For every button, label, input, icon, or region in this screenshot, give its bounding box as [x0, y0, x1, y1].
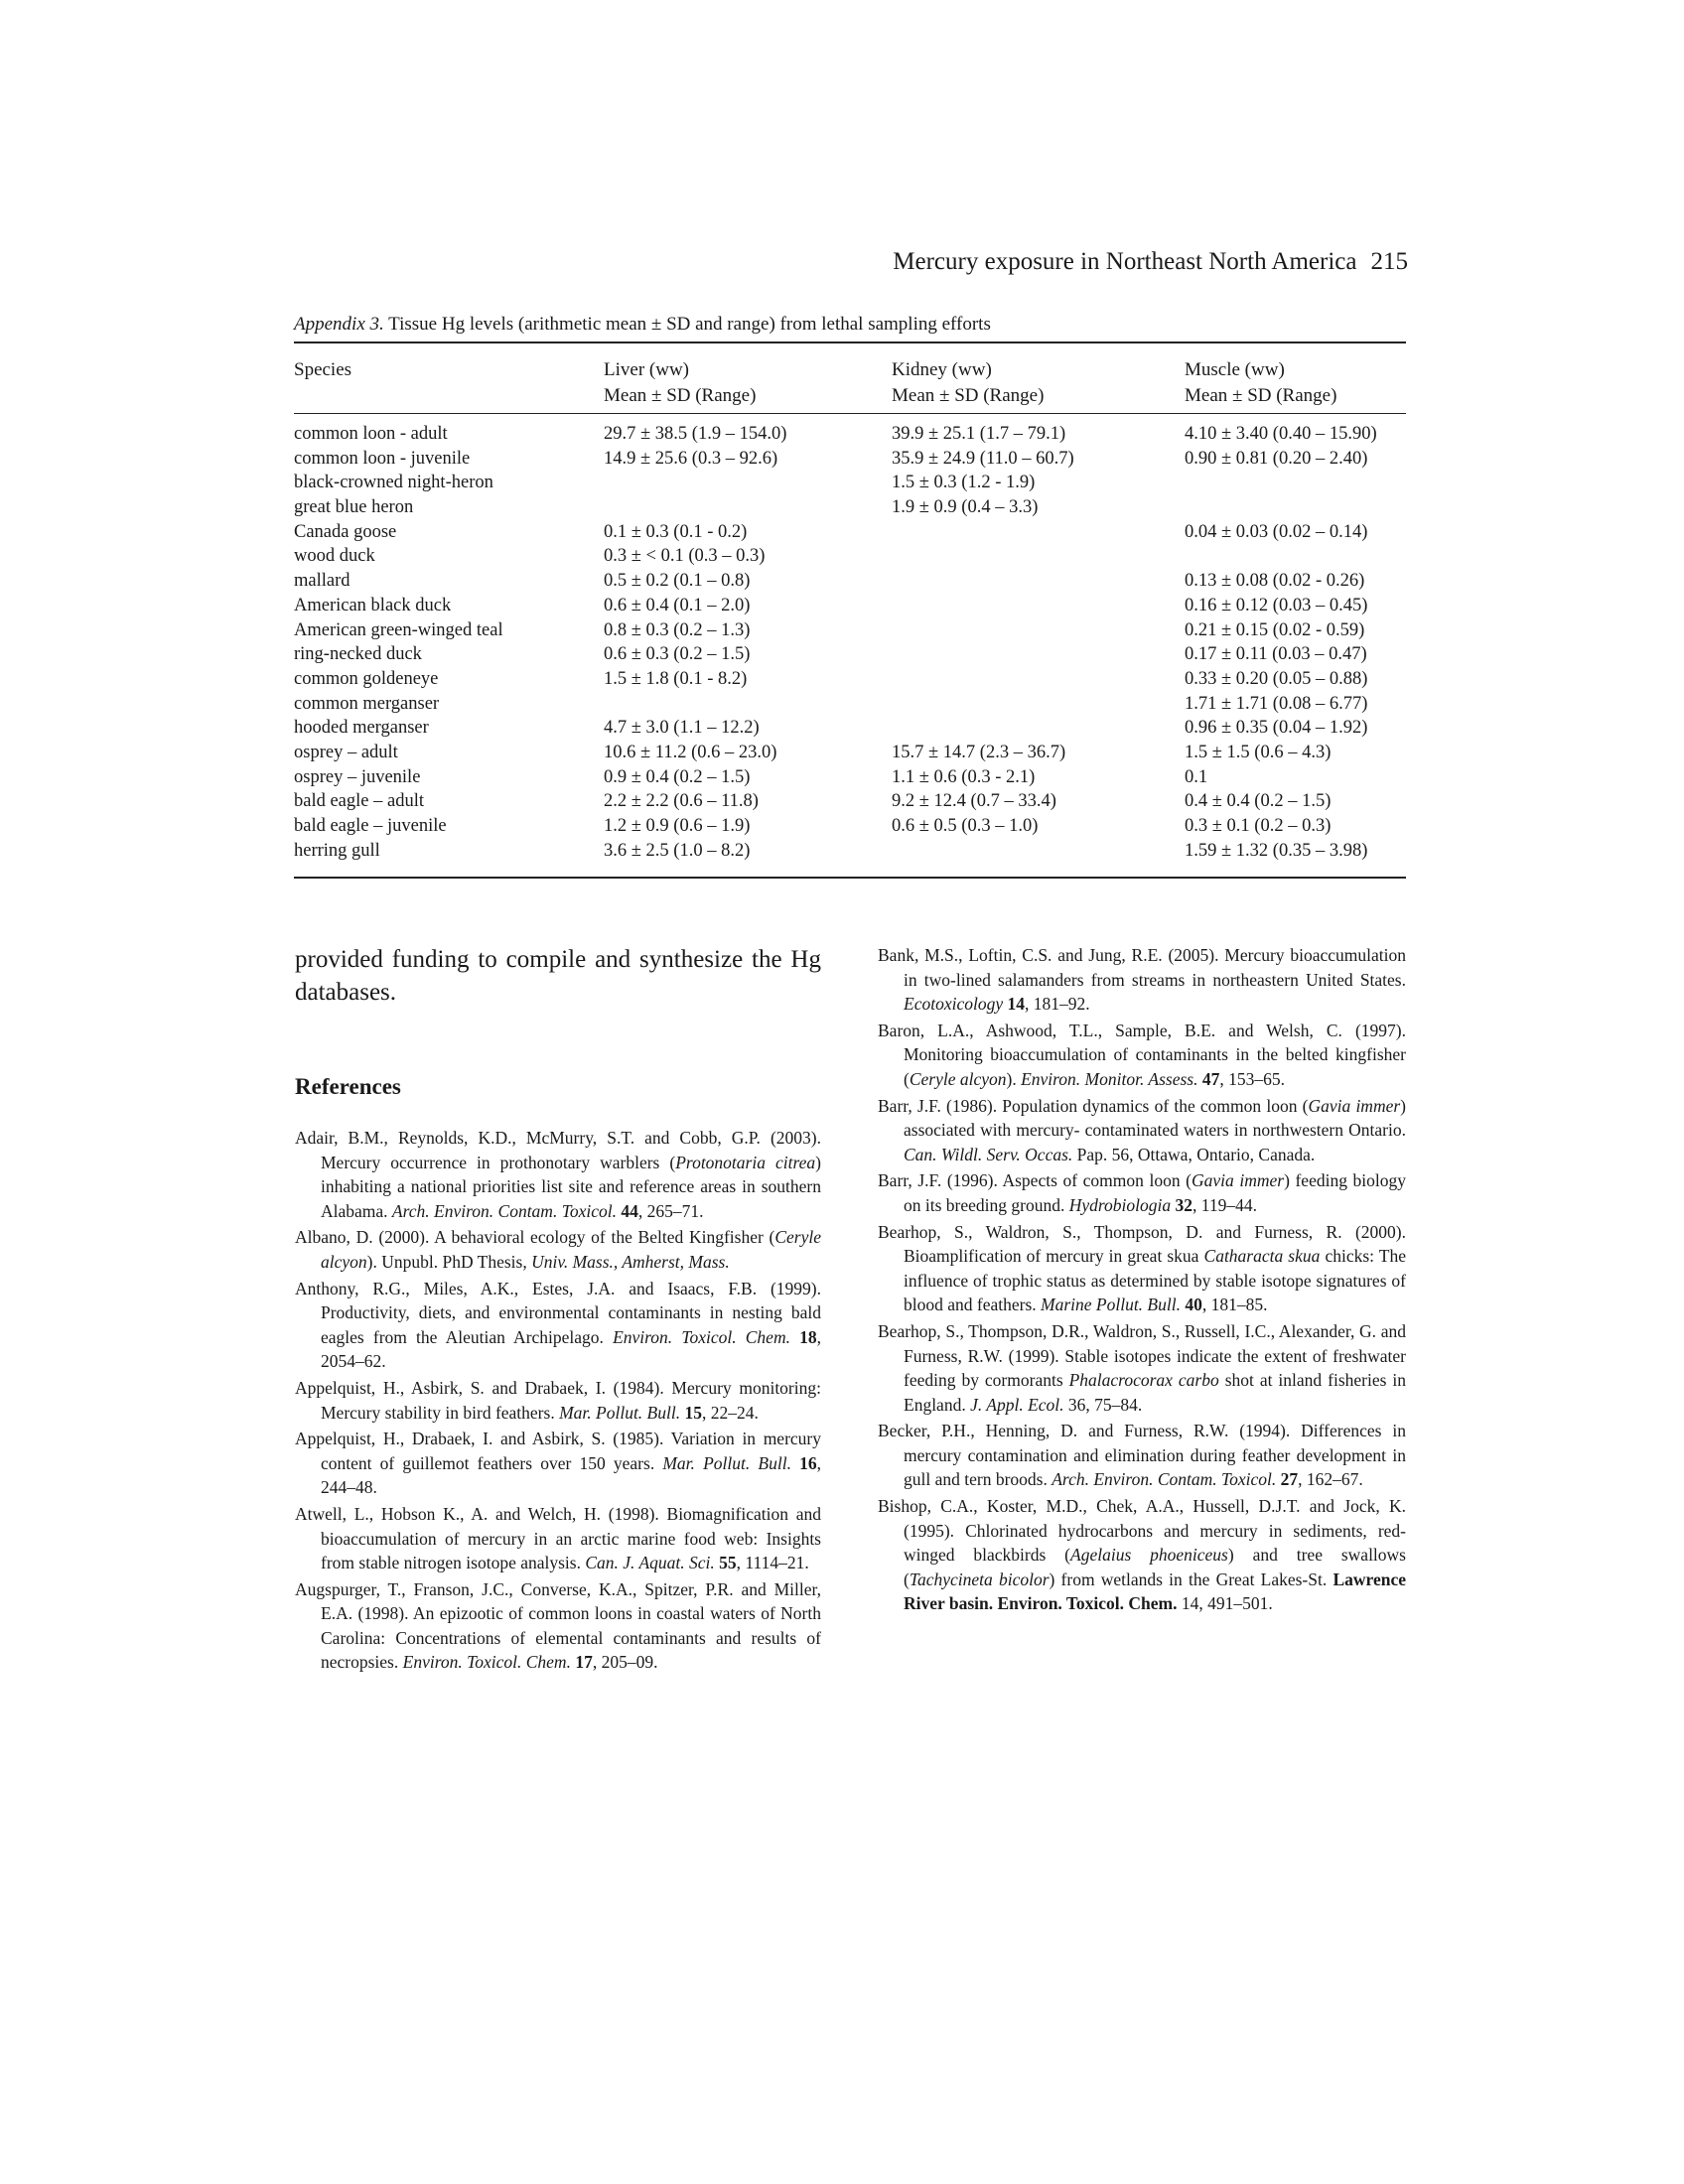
cell-liver: 0.3 ± < 0.1 (0.3 – 0.3) — [604, 546, 766, 567]
cell-muscle: 0.21 ± 0.15 (0.02 - 0.59) — [1185, 619, 1365, 640]
cell-liver: 29.7 ± 38.5 (1.9 – 154.0) — [604, 424, 787, 444]
reference-text: Albano, D. (2000). A behavioral ecology of the Belted Kingfisher ( — [295, 1227, 775, 1248]
cell-species: herring gull — [294, 840, 380, 861]
cell-kidney: 35.9 ± 24.9 (11.0 – 60.7) — [892, 448, 1074, 469]
reference-text: Baron, L.A., Ashwood, T.L., Sample, B.E. and Welsh, C. (1997). Monitoring bioaccumulation of contaminants in the belted kingfisher ( — [878, 1020, 1406, 1089]
volume-number: 16 — [799, 1452, 817, 1473]
reference-text: Appelquist, H., Drabaek, I. and Asbirk, S. (1985). Variation in mercury content of guillemot feathers over 150 years. — [295, 1429, 821, 1473]
table-body — [294, 414, 1406, 877]
cell-muscle: 0.17 ± 0.11 (0.03 – 0.47) — [1185, 644, 1367, 665]
reference-entry — [295, 1577, 821, 1675]
cell-muscle: 0.3 ± 0.1 (0.2 – 0.3) — [1185, 816, 1332, 836]
reference-pages: , 153–65. — [1219, 1068, 1285, 1089]
reference-entry — [878, 1494, 1406, 1616]
table-row — [294, 497, 1406, 522]
cell-species: great blue heron — [294, 497, 414, 518]
cell-muscle: 1.71 ± 1.71 (0.08 – 6.77) — [1185, 693, 1368, 714]
cell-muscle: 0.13 ± 0.08 (0.02 - 0.26) — [1185, 571, 1365, 592]
volume-number: 15 — [684, 1402, 702, 1423]
cell-liver: 0.9 ± 0.4 (0.2 – 1.5) — [604, 766, 751, 787]
table-row — [294, 522, 1406, 547]
cell-species: American black duck — [294, 595, 452, 615]
reference-text: Atwell, L., Hobson K., A. and Welch, H. (1998). Biomagnification and bioaccumulation of mercury in an arctic marine food web: Insights from stable nitrogen isotope analysis. — [295, 1503, 821, 1573]
cell-muscle: 0.1 — [1185, 766, 1208, 787]
species-name: Gavia immer — [1191, 1170, 1285, 1191]
reference-entry — [878, 1220, 1406, 1317]
reference-pages: , 162–67. — [1298, 1469, 1363, 1490]
table-row — [294, 791, 1406, 816]
journal-name: Ecotoxicology — [904, 994, 1004, 1015]
cell-muscle: 1.59 ± 1.32 (0.35 – 3.98) — [1185, 840, 1368, 861]
cell-muscle: 1.5 ± 1.5 (0.6 – 4.3) — [1185, 742, 1332, 762]
journal-name: Univ. Mass., Amherst, Mass. — [531, 1251, 730, 1272]
reference-text: Bearhop, S., Thompson, D.R., Waldron, S., Russell, I.C., Alexander, G. and Furness, R.W. (1999). Stable isotopes indicate the extent of freshwater feeding by cormorants — [878, 1320, 1406, 1391]
table-row — [294, 644, 1406, 669]
reference-text: Anthony, R.G., Miles, A.K., Estes, J.A. and Isaacs, F.B. (1999). Productivity, diets, and environmental contaminants in nesting bald eagles from the Aleutian Archipelago. — [295, 1278, 821, 1347]
cell-kidney: 15.7 ± 14.7 (2.3 – 36.7) — [892, 742, 1066, 762]
table-row — [294, 767, 1406, 792]
cell-liver: 0.5 ± 0.2 (0.1 – 0.8) — [604, 571, 751, 592]
column-header-kidney: Kidney (ww) Mean ± SD (Range) — [892, 359, 1045, 406]
cell-kidney: 39.9 ± 25.1 (1.7 – 79.1) — [892, 424, 1066, 444]
reference-text: Augspurger, T., Franson, J.C., Converse, K.A., Spitzer, P.R. and Miller, E.A. (1998). An epizootic of common loons in coastal waters of North Carolina: Concentrations of elemental contaminants and results of necropsies. — [295, 1578, 821, 1673]
volume-number: Lawrence River basin. Environ. Toxicol. Chem. — [904, 1569, 1406, 1614]
cell-liver: 1.5 ± 1.8 (0.1 - 8.2) — [604, 668, 748, 689]
table-header — [294, 343, 1406, 413]
reference-entry — [295, 1126, 821, 1223]
journal-name: Environ. Monitor. Assess. — [1021, 1068, 1198, 1089]
table-caption-label: Appendix 3. — [294, 314, 384, 335]
species-name: Phalacrocorax carbo — [1068, 1370, 1219, 1391]
cell-liver: 0.8 ± 0.3 (0.2 – 1.3) — [604, 619, 751, 640]
table-row — [294, 546, 1406, 571]
journal-name: Hydrobiologia — [1068, 1194, 1172, 1215]
cell-muscle: 4.10 ± 3.40 (0.40 – 15.90) — [1185, 424, 1377, 444]
reference-text: ) feeding biology on its breeding ground. — [904, 1170, 1407, 1215]
volume-number: 55 — [719, 1553, 737, 1573]
table-row — [294, 841, 1406, 866]
journal-name: J. Appl. Ecol. — [970, 1394, 1064, 1415]
volume-number: 17 — [575, 1652, 593, 1673]
references-column-right — [878, 943, 1406, 1618]
references-column-left — [295, 1126, 821, 1677]
cell-muscle: 0.4 ± 0.4 (0.2 – 1.5) — [1185, 791, 1332, 812]
reference-entry — [295, 1225, 821, 1274]
table-row — [294, 571, 1406, 596]
reference-text: ) associated with mercury- contaminated waters in northwestern Ontario. — [904, 1095, 1406, 1141]
reference-text: Bearhop, S., Waldron, S., Thompson, D. and Furness, R. (2000). Bioamplification of mercury in great skua — [878, 1221, 1406, 1267]
table-row — [294, 473, 1406, 497]
cell-muscle: 0.90 ± 0.81 (0.20 – 2.40) — [1185, 448, 1368, 469]
reference-text: chicks: The influence of trophic status as determined by stable isotope signatures of blood and feathers. — [904, 1246, 1406, 1315]
cell-liver: 3.6 ± 2.5 (1.0 – 8.2) — [604, 840, 751, 861]
references-heading: References — [295, 1074, 401, 1099]
reference-entry — [295, 1376, 821, 1425]
reference-entry — [295, 1277, 821, 1374]
cell-species: common loon - adult — [294, 424, 448, 444]
reference-entry — [878, 1019, 1406, 1092]
table-caption — [294, 314, 991, 336]
reference-pages: , 181–92. — [1024, 994, 1090, 1015]
cell-species: Canada goose — [294, 521, 397, 542]
reference-pages: , 22–24. — [701, 1402, 759, 1423]
reference-text: ) inhabiting a national priorities list site and reference areas in southern Alabama. — [321, 1152, 821, 1221]
cell-kidney: 1.1 ± 0.6 (0.3 - 2.1) — [892, 766, 1036, 787]
reference-pages: , 1114–21. — [736, 1553, 809, 1573]
table-caption-text: Tissue Hg levels (arithmetic mean ± SD and range) from lethal sampling efforts — [383, 314, 991, 335]
reference-text: Bank, M.S., Loftin, C.S. and Jung, R.E. (2005). Mercury bioaccumulation in two-lined salamanders from streams in northeastern United States. — [878, 945, 1406, 990]
reference-entry — [878, 1419, 1406, 1492]
page-number: 215 — [1370, 248, 1408, 275]
cell-liver: 0.1 ± 0.3 (0.1 - 0.2) — [604, 521, 748, 542]
cell-species: wood duck — [294, 546, 375, 567]
cell-species: common merganser — [294, 693, 440, 714]
table-row — [294, 424, 1406, 449]
cell-species: common goldeneye — [294, 668, 439, 689]
cell-kidney: 9.2 ± 12.4 (0.7 – 33.4) — [892, 791, 1056, 812]
reference-entry — [295, 1427, 821, 1500]
column-header-muscle: Muscle (ww) Mean ± SD (Range) — [1185, 359, 1337, 406]
reference-pages: , 205–09. — [592, 1652, 658, 1673]
reference-entry — [878, 943, 1406, 1017]
cell-liver: 14.9 ± 25.6 (0.3 – 92.6) — [604, 448, 778, 469]
cell-species: bald eagle – juvenile — [294, 816, 447, 836]
journal-name: Arch. Environ. Contam. Toxicol. — [1052, 1469, 1277, 1490]
cell-muscle: 0.96 ± 0.35 (0.04 – 1.92) — [1185, 718, 1368, 739]
reference-text: Bishop, C.A., Koster, M.D., Chek, A.A., Hussell, D.J.T. and Jock, K. (1995). Chlorinated hydrocarbons and mercury in sediments, red-winged blackbirds ( — [878, 1496, 1406, 1566]
body-paragraph: provided funding to compile and synthesize the Hg databases. — [295, 946, 821, 1006]
reference-text: shot at inland fisheries in England. — [904, 1370, 1407, 1415]
running-title: Mercury exposure in Northeast North America — [893, 248, 1357, 275]
hg-levels-table — [294, 341, 1406, 879]
journal-name: Arch. Environ. Contam. Toxicol. — [391, 1200, 617, 1221]
reference-entry — [878, 1168, 1406, 1217]
cell-species: common loon - juvenile — [294, 448, 471, 469]
table-row — [294, 669, 1406, 694]
species-name: Agelaius phoeniceus — [1070, 1545, 1228, 1566]
journal-name: Can. Wildl. Serv. Occas. — [904, 1144, 1073, 1164]
reference-text — [790, 1327, 799, 1347]
cell-kidney: 1.5 ± 0.3 (1.2 - 1.9) — [892, 473, 1036, 493]
cell-species: mallard — [294, 571, 351, 592]
reference-pages: Pap. 56, Ottawa, Ontario, Canada. — [1072, 1144, 1316, 1164]
table-bottom-rule — [294, 877, 1406, 879]
volume-number: 44 — [621, 1200, 638, 1221]
table-row — [294, 718, 1406, 743]
table-row — [294, 694, 1406, 719]
reference-pages: , 181–85. — [1201, 1295, 1268, 1315]
reference-pages: , 119–44. — [1193, 1194, 1257, 1215]
cell-species: osprey – juvenile — [294, 766, 421, 787]
journal-name: Mar. Pollut. Bull. — [662, 1452, 791, 1473]
reference-text — [791, 1453, 799, 1473]
journal-name: Marine Pollut. Bull. — [1041, 1295, 1181, 1315]
volume-number: 32 — [1175, 1194, 1193, 1215]
table-row — [294, 596, 1406, 620]
table-row — [294, 743, 1406, 767]
reference-pages: 14, 491–501. — [1177, 1593, 1273, 1614]
cell-species: osprey – adult — [294, 742, 398, 762]
species-name: Catharacta skua — [1203, 1246, 1321, 1267]
cell-kidney: 1.9 ± 0.9 (0.4 – 3.3) — [892, 497, 1039, 518]
reference-pages: 36, 75–84. — [1067, 1394, 1143, 1415]
reference-text: ) and tree swallows ( — [904, 1545, 1406, 1589]
volume-number: 27 — [1280, 1469, 1299, 1490]
reference-entry — [878, 1094, 1406, 1167]
reference-text: Appelquist, H., Asbirk, S. and Drabaek, I. (1984). Mercury monitoring: Mercury stability in bird feathers. — [295, 1377, 821, 1423]
table-row — [294, 620, 1406, 645]
cell-liver: 0.6 ± 0.3 (0.2 – 1.5) — [604, 644, 751, 665]
species-name: Protonotaria citrea — [675, 1152, 816, 1172]
volume-number: 18 — [799, 1326, 817, 1347]
volume-number: 14 — [1007, 994, 1025, 1015]
cell-liver: 2.2 ± 2.2 (0.6 – 11.8) — [604, 791, 759, 812]
reference-text: ). — [1006, 1068, 1022, 1089]
species-name: Ceryle alcyon — [321, 1227, 821, 1272]
reference-text: ) from wetlands in the Great Lakes-St. — [1049, 1569, 1333, 1589]
cell-species: ring-necked duck — [294, 644, 422, 665]
reference-pages: , 2054–62. — [321, 1326, 821, 1372]
column-header-liver: Liver (ww) Mean ± SD (Range) — [604, 359, 757, 406]
reference-entry — [878, 1319, 1406, 1417]
reference-text: Barr, J.F. (1986). Population dynamics of the common loon ( — [878, 1095, 1309, 1116]
cell-liver: 10.6 ± 11.2 (0.6 – 23.0) — [604, 742, 777, 762]
journal-name: Can. J. Aquat. Sci. — [585, 1553, 715, 1573]
reference-text: Adair, B.M., Reynolds, K.D., McMurry, S.T. and Cobb, G.P. (2003). Mercury occurrence in prothonotary warblers ( — [295, 1128, 821, 1172]
species-name: Gavia immer — [1308, 1095, 1401, 1116]
journal-name: Environ. Toxicol. Chem. — [613, 1326, 790, 1347]
reference-text: Becker, P.H., Henning, D. and Furness, R.W. (1994). Differences in mercury contamination and elimination during feather development in gull and tern broods. — [878, 1421, 1406, 1490]
cell-kidney: 0.6 ± 0.5 (0.3 – 1.0) — [892, 816, 1039, 836]
volume-number: 40 — [1185, 1295, 1202, 1315]
cell-species: hooded merganser — [294, 718, 429, 739]
table-row — [294, 449, 1406, 474]
reference-entry — [295, 1502, 821, 1575]
cell-species: black-crowned night-heron — [294, 473, 493, 493]
journal-name: Tachycineta bicolor — [909, 1569, 1050, 1589]
species-name: Ceryle alcyon — [909, 1068, 1007, 1089]
journal-name: Environ. Toxicol. Chem. — [402, 1652, 571, 1673]
cell-species: bald eagle – adult — [294, 791, 424, 812]
reference-pages: , 265–71. — [637, 1200, 704, 1221]
cell-liver: 4.7 ± 3.0 (1.1 – 12.2) — [604, 718, 760, 739]
running-header — [893, 248, 1408, 276]
cell-muscle: 0.16 ± 0.12 (0.03 – 0.45) — [1185, 595, 1368, 615]
reference-text: Barr, J.F. (1996). Aspects of common loon ( — [878, 1170, 1192, 1191]
reference-text: ). Unpubl. PhD Thesis, — [366, 1251, 532, 1272]
cell-muscle: 0.04 ± 0.03 (0.02 – 0.14) — [1185, 521, 1368, 542]
cell-muscle: 0.33 ± 0.20 (0.05 – 0.88) — [1185, 668, 1368, 689]
volume-number: 47 — [1201, 1068, 1220, 1089]
column-header-species: Species — [294, 359, 352, 380]
journal-name: Mar. Pollut. Bull. — [559, 1402, 681, 1423]
cell-liver: 0.6 ± 0.4 (0.1 – 2.0) — [604, 595, 751, 615]
reference-pages: , 244–48. — [321, 1452, 822, 1498]
cell-species: American green-winged teal — [294, 619, 503, 640]
table-row — [294, 816, 1406, 841]
cell-liver: 1.2 ± 0.9 (0.6 – 1.9) — [604, 816, 751, 836]
